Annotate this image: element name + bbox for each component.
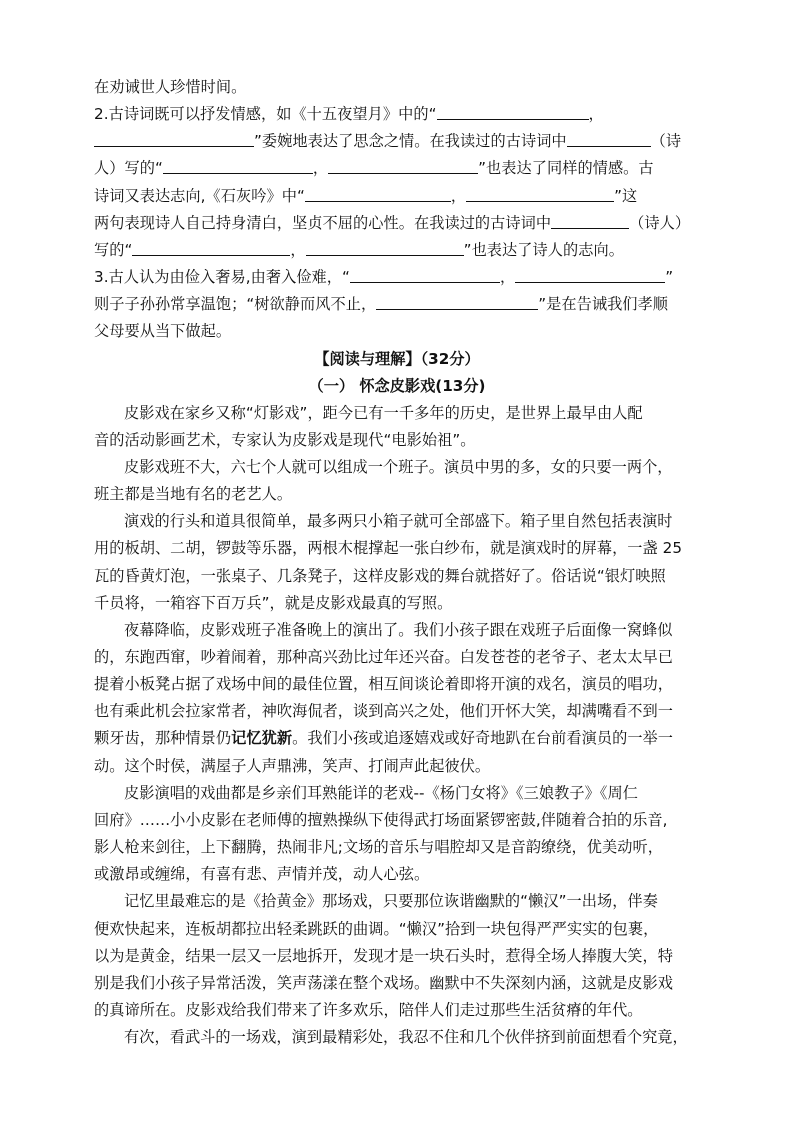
question-text: 2.古诗词既可以抒发情感，如《十五夜望月》中的“	[94, 105, 437, 124]
paragraph-line: 也有乘此机会拉家常者，神吹海侃者，谈到高兴之处，他们开怀大笑，却满嘴看不到一	[94, 702, 674, 721]
question-text: ”委婉地表达了思念之情。在我读过的古诗词中	[254, 132, 567, 151]
paragraph-text: 。我们小孩或追逐嬉戏或好奇地趴在台前看演员的一举一	[292, 729, 674, 748]
answer-blank[interactable]	[328, 158, 478, 174]
paragraph-line: 影人枪来剑往，上下翻腾，热闹非凡;文场的音乐与唱腔却又是音韵缭绕，优美动听，	[94, 838, 663, 857]
paragraph-line: 皮影演唱的戏曲都是乡亲们耳熟能详的老戏--《杨门女将》《三娘教子》《周仁	[124, 783, 638, 802]
question-2-line	[94, 101, 700, 128]
question-text: ”也表达了同样的情感。古	[478, 159, 654, 178]
answer-blank[interactable]	[350, 267, 500, 283]
answer-blank[interactable]	[466, 186, 614, 202]
emphasized-phrase: 记忆犹新	[231, 729, 293, 748]
paragraph-line: 动。这个时侯，满屋子人声鼎沸，笑声、打闹声此起彼伏。	[94, 756, 491, 775]
paragraph-line: 便欢快起来，连板胡都拉出轻柔跳跃的曲调。“懒汉”拾到一块包得严严实实的包裹，	[94, 919, 659, 938]
paragraph-line: 以为是黄金，结果一层又一层地拆开，发现才是一块石头时，惹得全场人捧腹大笑，特	[94, 946, 674, 965]
answer-blank[interactable]	[551, 213, 629, 229]
section-heading: 【阅读与理解】（32分）	[314, 349, 480, 368]
answer-blank[interactable]	[515, 267, 665, 283]
question-text: （诗	[650, 132, 682, 151]
question-text: 诗词又表达志向,《石灰吟》中“	[94, 186, 305, 205]
paragraph-line: 的，东跑西窜，吵着闹着，那种高兴劲比过年还兴奋。白发苍苍的老爷子、老太太早已	[94, 647, 674, 666]
question-3-line	[94, 264, 700, 291]
answer-blank[interactable]	[305, 186, 451, 202]
question-2-line	[94, 183, 700, 210]
question-text: ，	[588, 105, 604, 124]
question-text: 3.古人认为由俭入奢易,由奢入俭难，“	[94, 268, 350, 287]
answer-blank[interactable]	[306, 240, 464, 256]
answer-blank[interactable]	[437, 104, 589, 120]
paragraph-line	[94, 725, 700, 752]
question-text: ”	[665, 268, 674, 287]
question-3-line	[94, 291, 700, 318]
question-text: ”也表达了诗人的志向。	[463, 240, 624, 259]
paragraph-line: 用的板胡、二胡，锣鼓等乐器，两根木棍撑起一张白纱布，就是演戏时的屏幕，一盏 25	[94, 539, 683, 558]
question-text: 写的“	[94, 240, 133, 259]
text-line: 在劝诫世人珍惜时间。	[94, 78, 247, 96]
answer-blank[interactable]	[567, 131, 651, 147]
answer-blank[interactable]	[163, 158, 313, 174]
question-2-line	[94, 210, 700, 237]
paragraph-line: 别是我们小孩子异常活泼，笑声荡漾在整个戏场。幽默中不失深刻内涵，这就是皮影戏	[94, 973, 674, 992]
question-2-line	[94, 155, 700, 182]
paragraph-line: 皮影戏在家乡又称“灯影戏”，距今已有一千多年的历史，是世界上最早由人配	[124, 403, 643, 422]
paragraph-line: 音的活动影画艺术，专家认为皮影戏是现代“电影始祖”。	[94, 430, 476, 449]
paragraph-line: 回府》……小小皮影在老师傅的擅熟操纵下使得武打场面紧锣密鼓,伴随着合拍的乐音,	[94, 810, 668, 829]
question-text: ，	[312, 159, 329, 178]
question-text: ，	[290, 240, 306, 259]
answer-blank[interactable]	[376, 294, 538, 310]
answer-blank[interactable]	[94, 131, 254, 147]
passage-title: （一） 怀念皮影戏(13分)	[308, 376, 486, 395]
document-page	[94, 74, 700, 1051]
question-2-line	[94, 237, 700, 264]
question-text: ”是在告诫我们孝顺	[538, 295, 669, 314]
paragraph-line: 记忆里最难忘的是《拾黄金》那场戏，只要那位诙谐幽默的“懒汉”一出场，伴奏	[124, 892, 658, 911]
paragraph-line: 有次，看武斗的一场戏，演到最精彩处，我忍不住和几个伙伴挤到前面想看个究竟，	[124, 1028, 688, 1047]
question-text: （诗人）	[629, 213, 691, 232]
question-text: 两句表现诗人自己持身清白，坚贞不屈的心性。在我读过的古诗词中	[94, 213, 552, 232]
answer-blank[interactable]	[132, 240, 290, 256]
question-text: 则子子孙孙常享温饱；“树欲静而风不止，	[94, 295, 377, 314]
question-text: ，	[450, 186, 467, 205]
paragraph-line: 瓦的昏黄灯泡，一张桌子、几条凳子，这样皮影戏的舞台就搭好了。俗话说“银灯映照	[94, 566, 666, 585]
question-2-line	[94, 128, 700, 155]
paragraph-line: 千员将，一箱容下百万兵”，就是皮影戏最真的写照。	[94, 593, 453, 612]
paragraph-line: 皮影戏班不大，六七个人就可以组成一个班子。演员中男的多，女的只要一两个，	[124, 457, 673, 476]
paragraph-line: 演戏的行头和道具很简单，最多两只小箱子就可全部盛下。箱子里自然包括表演时	[124, 512, 673, 531]
paragraph-text: 颗牙齿，那种情景仍	[94, 729, 232, 748]
question-3-line: 父母要从当下做起。	[94, 322, 232, 341]
paragraph-line: 的真谛所在。皮影戏给我们带来了许多欢乐，陪伴人们走过那些生活贫瘠的年代。	[94, 1001, 643, 1019]
paragraph-line: 提着小板凳占据了戏场中间的最佳位置，相互间谈论着即将开演的戏名，演员的唱功，	[94, 675, 674, 694]
paragraph-line: 夜幕降临，皮影戏班子准备晚上的演出了。我们小孩子跟在戏班子后面像一窝蜂似	[124, 620, 673, 639]
question-text: ，	[499, 268, 516, 287]
paragraph-line: 班主都是当地有名的老艺人。	[94, 485, 293, 504]
question-text: ”这	[614, 186, 638, 205]
paragraph-line: 或激昂或缠绵，有喜有悲、声情并茂，动人心弦。	[94, 865, 430, 884]
question-text: 人）写的“	[94, 159, 163, 178]
